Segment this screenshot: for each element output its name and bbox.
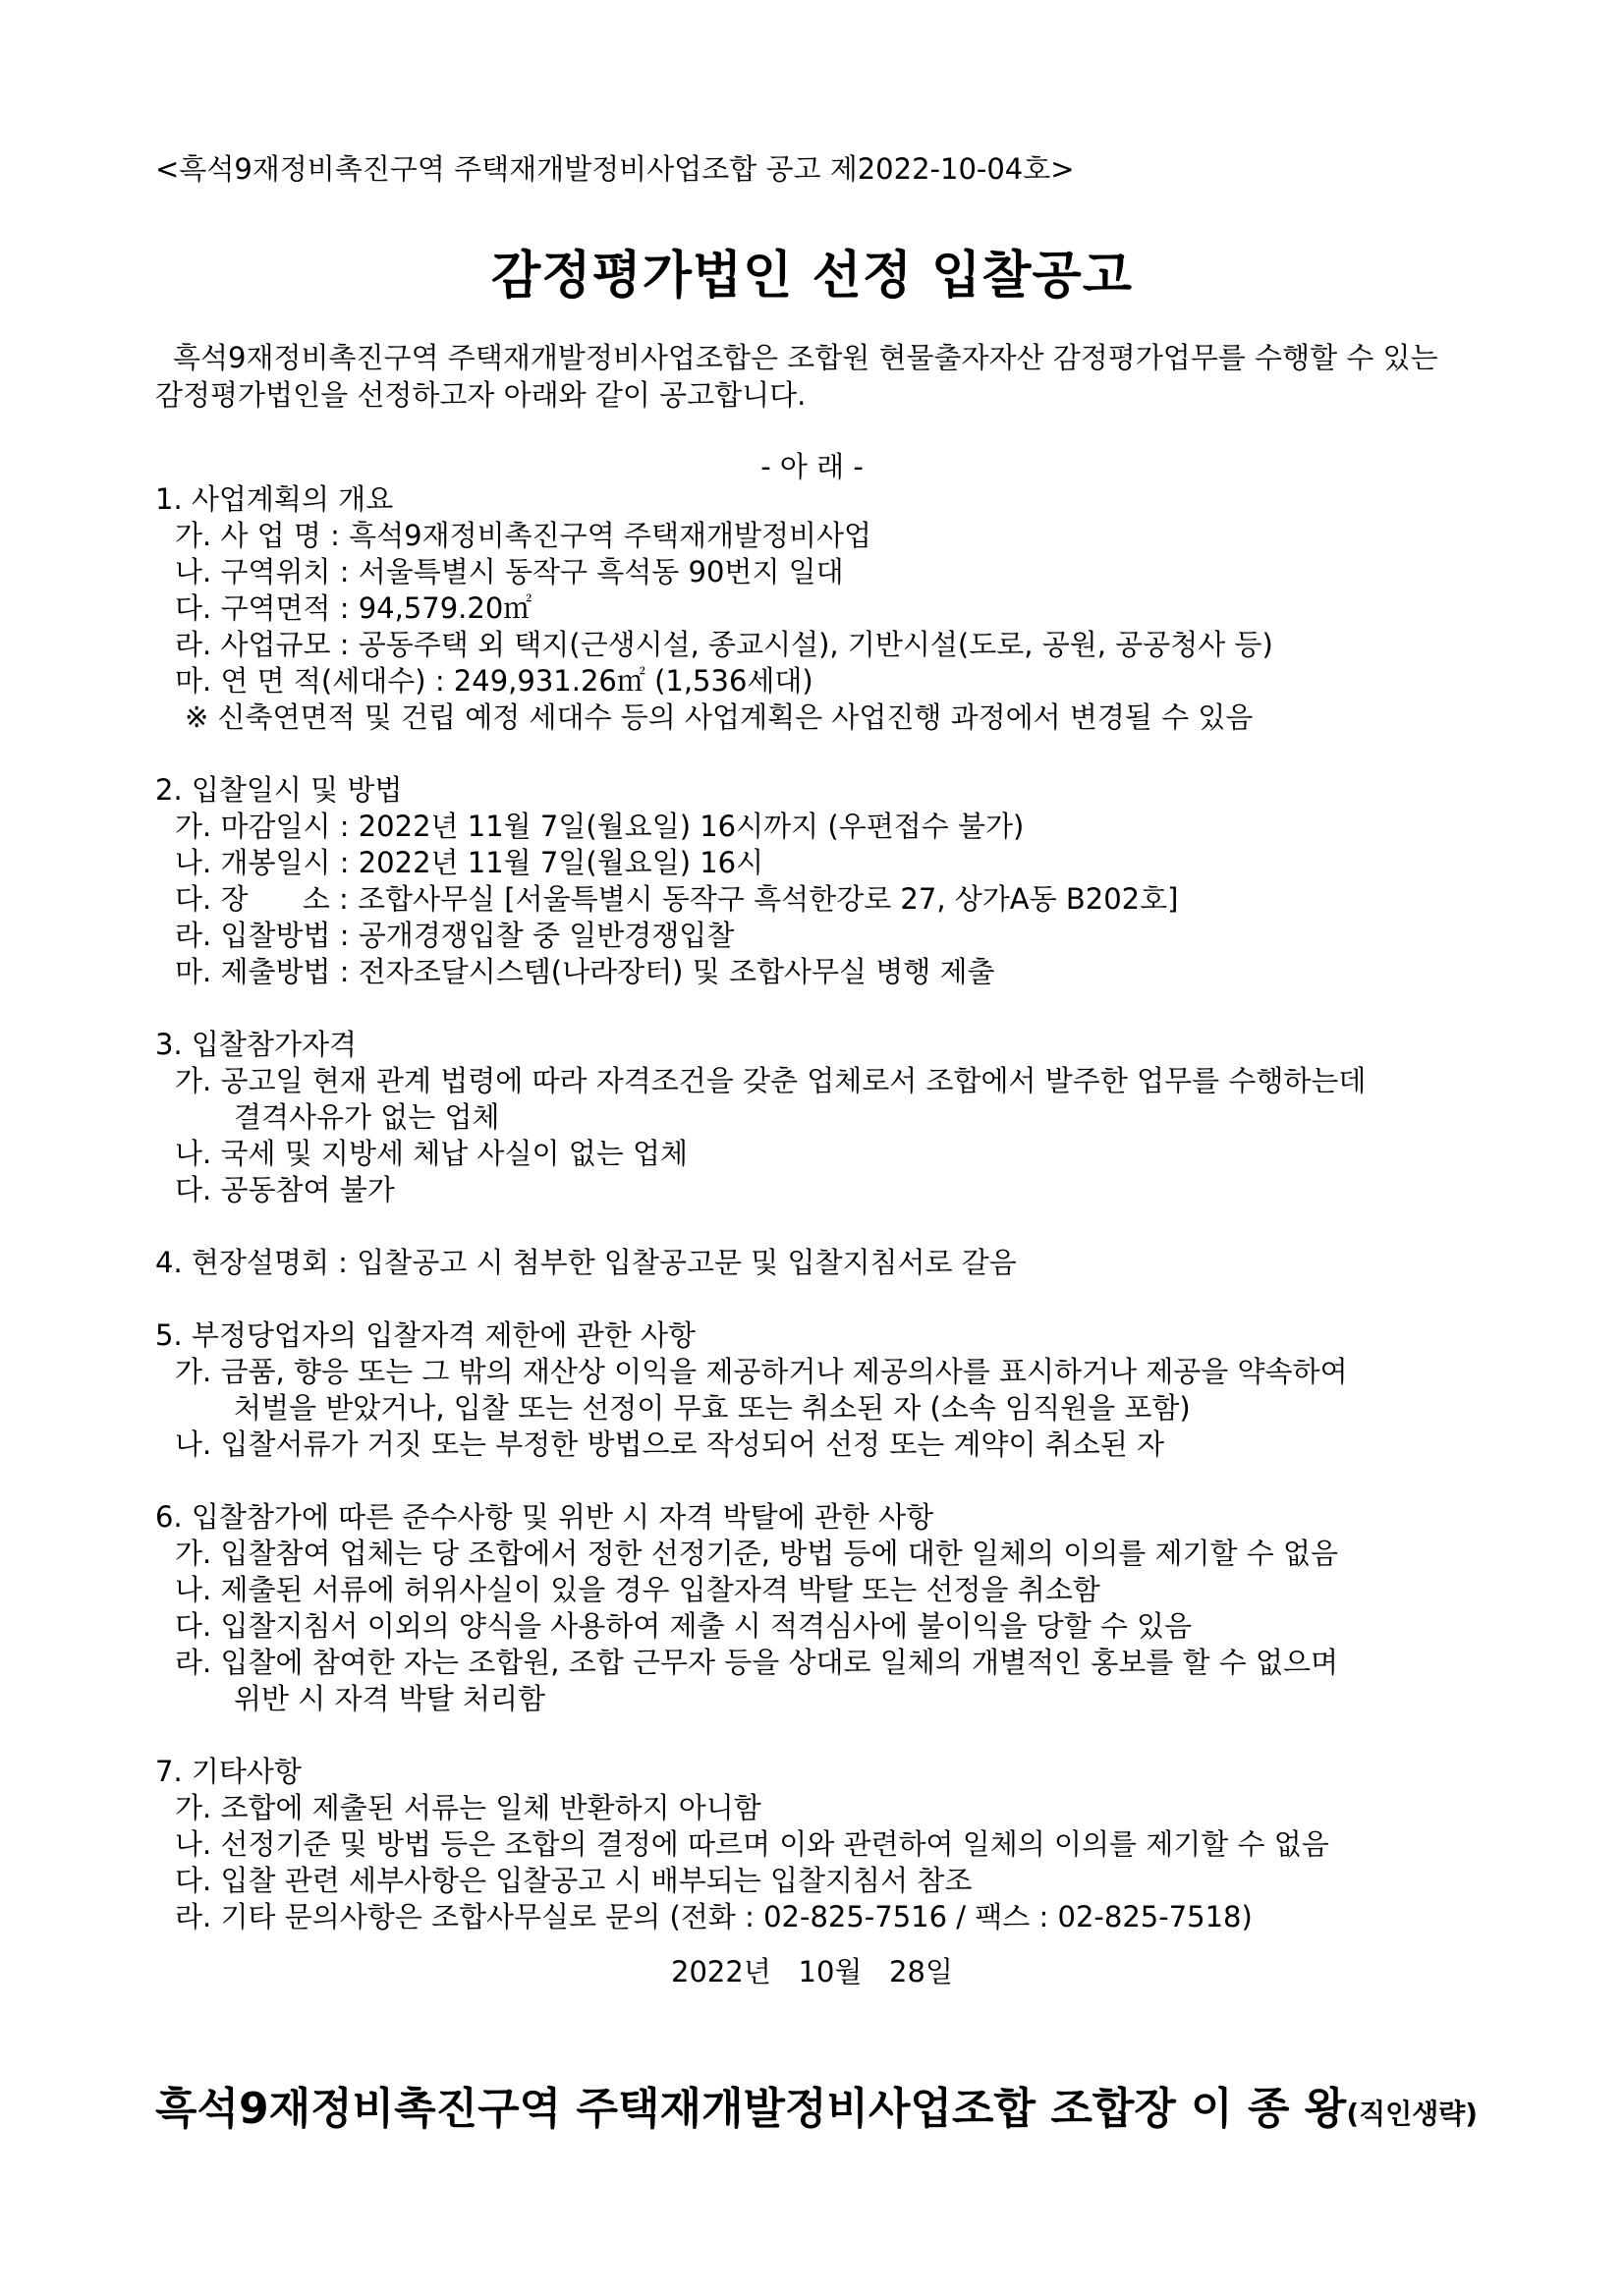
section-other-matters <box>155 1754 1491 1935</box>
notice-body <box>155 481 1491 1972</box>
section-title: 2. 입찰일시 및 방법 <box>155 773 403 807</box>
section-eligibility <box>155 1027 1491 1208</box>
intro-line-1: 흑석9재정비촉진구역 주택재개발정비사업조합은 조합원 현물출자자산 감정평가업무를 수행할 수 있는 <box>173 341 1438 374</box>
list-item: 나. 국세 및 지방세 체납 사실이 없는 업체 <box>175 1137 688 1170</box>
list-item-continuation <box>155 1099 1491 1136</box>
notice-reference-number: <흑석9재정비촉진구역 주택재개발정비사업조합 공고 제2022-10-04호> <box>155 152 1075 186</box>
list-item: 라. 기타 문의사항은 조합사무실로 문의 (전화 : 02-825-7516 / 팩스 : 02-825-7518) <box>175 1900 1253 1933</box>
continuation-text: 결격사유가 없는 업체 <box>234 1100 500 1134</box>
list-item: 가. 조합에 제출된 서류는 일체 반환하지 아니함 <box>175 1791 761 1824</box>
list-item: 가. 금품, 향응 또는 그 밖의 재산상 이익을 제공하거나 제공의사를 표시하거나 제공을 약속하여 <box>175 1355 1348 1388</box>
list-item: 다. 입찰 관련 세부사항은 입찰공고 시 배부되는 입찰지침서 참조 <box>175 1864 973 1897</box>
list-item: 나. 개봉일시 : 2022년 11월 7일(월요일) 16시 <box>175 846 764 879</box>
list-item: 가. 공고일 현재 관계 법령에 따라 자격조건을 갖춘 업체로서 조합에서 발주한 업무를 수행하는데 <box>175 1064 1367 1097</box>
list-item: 나. 구역위치 : 서울특별시 동작구 흑석동 90번지 일대 <box>175 555 844 588</box>
section-title: 5. 부정당업자의 입찰자격 제한에 관한 사항 <box>155 1318 696 1352</box>
continuation-text: 위반 시 자격 박탈 처리함 <box>234 1682 546 1715</box>
list-item-continuation <box>155 1390 1491 1427</box>
list-item: 마. 제출방법 : 전자조달시스템(나라장터) 및 조합사무실 병행 제출 <box>175 955 995 988</box>
signature-line <box>155 2073 1478 2136</box>
list-item: 가. 사 업 명 : 흑석9재정비촉진구역 주택재개발정비사업 <box>175 519 872 552</box>
section-restrictions <box>155 1317 1491 1463</box>
intro-paragraph <box>155 339 1482 414</box>
section-compliance <box>155 1499 1491 1717</box>
section-title: 7. 기타사항 <box>155 1755 302 1788</box>
section-title: 4. 현장설명회 : 입찰공고 시 첨부한 입찰공고문 및 입찰지침서로 갈음 <box>155 1246 1017 1279</box>
notice-date: 2022년 10월 28일 <box>671 1955 953 1988</box>
list-item: 마. 연 면 적(세대수) : 249,931.26㎡ (1,536세대) <box>175 664 813 698</box>
seal-note: (직인생략) <box>1346 2098 1479 2130</box>
continuation-text: 처벌을 받았거나, 입찰 또는 선정이 무효 또는 취소된 자 (소속 임직원을 포함) <box>234 1391 1191 1425</box>
list-item: 가. 입찰참여 업체는 당 조합에서 정한 선정기준, 방법 등에 대한 일체의 이의를 제기할 수 없음 <box>175 1537 1339 1570</box>
list-item: 나. 선정기준 및 방법 등은 조합의 결정에 따르며 이와 관련하여 일체의 이의를 제기할 수 없음 <box>175 1827 1329 1861</box>
list-item: 나. 입찰서류가 거짓 또는 부정한 방법으로 작성되어 선정 또는 계약이 취소된 자 <box>175 1428 1165 1461</box>
list-item: 다. 구역면적 : 94,579.20㎡ <box>175 591 532 625</box>
list-item: 가. 마감일시 : 2022년 11월 7일(월요일) 16시까지 (우편접수 불가) <box>175 810 1025 843</box>
page-title: 감정평가법인 선정 입찰공고 <box>491 247 1133 306</box>
intro-line-2: 감정평가법인을 선정하고자 아래와 같이 공고합니다. <box>155 378 807 412</box>
list-item: 라. 입찰에 참여한 자는 조합원, 조합 근무자 등을 상대로 일체의 개별적인 홍보를 할 수 없으며 <box>175 1646 1339 1679</box>
list-item: 나. 제출된 서류에 허위사실이 있을 경우 입찰자격 박탈 또는 선정을 취소함 <box>175 1573 1100 1606</box>
list-item: 라. 사업규모 : 공동주택 외 택지(근생시설, 종교시설), 기반시설(도로, 공원, 공공청사 등) <box>175 628 1273 661</box>
signature-org: 흑석9재정비촉진구역 주택재개발정비사업조합 조합장 이 종 왕 <box>155 2084 1347 2134</box>
list-item-continuation <box>155 1681 1491 1717</box>
section-title: 1. 사업계획의 개요 <box>155 482 394 516</box>
list-item: 라. 입찰방법 : 공개경쟁입찰 중 일반경쟁입찰 <box>175 919 735 952</box>
list-item: 다. 장 소 : 조합사무실 [서울특별시 동작구 흑석한강로 27, 상가A동 B202호] <box>175 882 1179 916</box>
section-project-overview <box>155 481 1491 736</box>
section-note: ※ 신축연면적 및 건립 예정 세대수 등의 사업계획은 사업진행 과정에서 변경될 수 있음 <box>185 700 1254 734</box>
notice-separator: - 아 래 - <box>760 450 864 483</box>
section-site-briefing <box>155 1245 1491 1281</box>
section-bid-schedule <box>155 772 1491 990</box>
list-item: 다. 입찰지침서 이외의 양식을 사용하여 제출 시 적격심사에 불이익을 당할 수 있음 <box>175 1609 1193 1643</box>
list-item: 다. 공동참여 불가 <box>175 1173 395 1206</box>
section-title: 3. 입찰참가자격 <box>155 1028 357 1061</box>
section-title: 6. 입찰참가에 따른 준수사항 및 위반 시 자격 박탈에 관한 사항 <box>155 1500 934 1534</box>
